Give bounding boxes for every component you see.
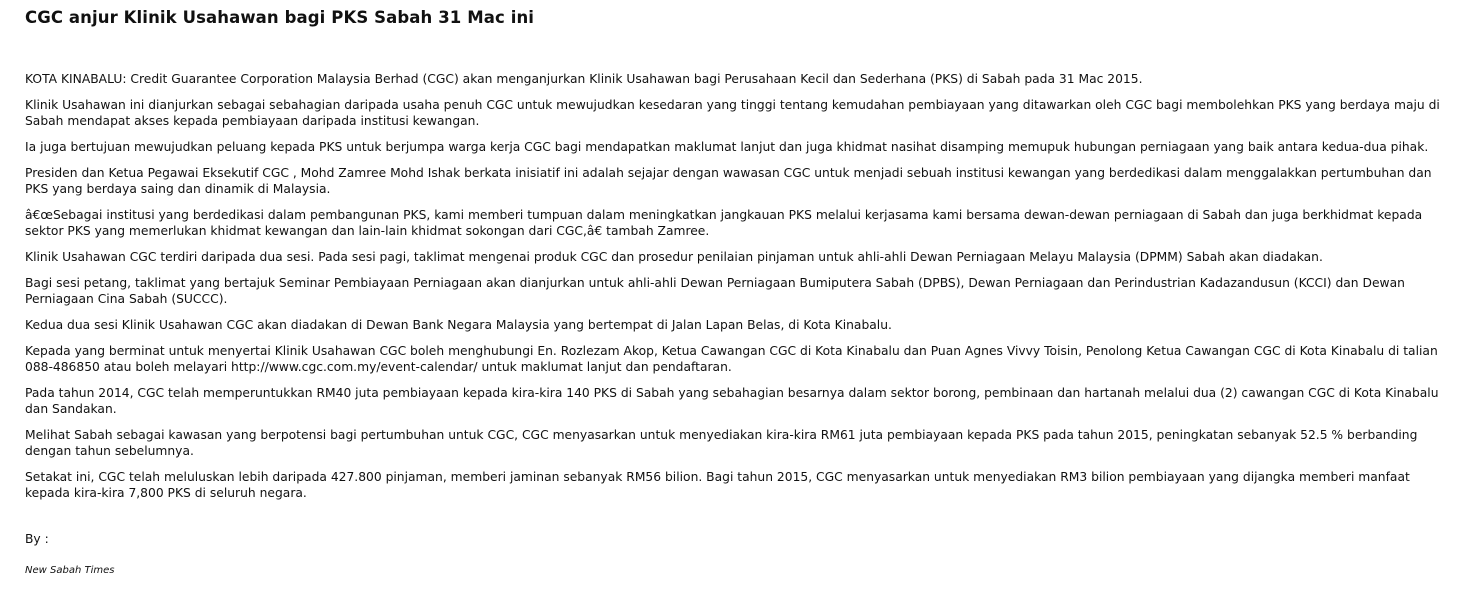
article-paragraph: Kedua dua sesi Klinik Usahawan CGC akan diadakan di Dewan Bank Negara Malaysia yang bertempat di Jalan Lapan Belas, di Kota Kinabalu.: [25, 318, 892, 332]
article-title: CGC anjur Klinik Usahawan bagi PKS Sabah 31 Mac ini: [25, 8, 535, 27]
article-paragraph: Kepada yang berminat untuk menyertai Klinik Usahawan CGC boleh menghubungi En. Rozlezam Akop, Ketua Cawangan CGC di Kota Kinabalu dan Puan Agnes Vivvy Toisin, Penolong Ketua Cawangan CGC di Kota Kinabalu di talian 088-486850 atau boleh melayari http://www.cgc.com.my/event-calendar/ untuk maklumat lanjut dan pendaftaran.: [25, 344, 1438, 374]
article-body: [25, 71, 1449, 501]
article-paragraph: â€œSebagai institusi yang berdedikasi dalam pembangunan PKS, kami memberi tumpuan dalam meningkatkan jangkauan PKS melalui kerjasama kami bersama dewan-dewan perniagaan di Sabah dan juga berkhidmat kepada sektor PKS yang memerlukan khidmat kewangan dan lain-lain khidmat sokongan dari CGC,â€ tambah Zamree.: [25, 208, 1423, 238]
article-byline: By :: [25, 532, 49, 546]
article-paragraph: Bagi sesi petang, taklimat yang bertajuk Seminar Pembiayaan Perniagaan akan dianjurkan untuk ahli-ahli Dewan Perniagaan Bumiputera Sabah (DPBS), Dewan Perniagaan dan Perindustrian Kadazandusun (KCCI) dan Dewan Perniagaan Cina Sabah (SUCCC).: [25, 276, 1405, 306]
article-paragraph: Presiden dan Ketua Pegawai Eksekutif CGC , Mohd Zamree Mohd Ishak berkata inisiatif ini adalah sejajar dengan wawasan CGC untuk menjadi sebuah institusi kewangan yang berdedikasi dalam menggalakkan pertumbuhan dan PKS yang berdaya saing dan dinamik di Malaysia.: [25, 166, 1432, 196]
article-paragraph: KOTA KINABALU: Credit Guarantee Corporation Malaysia Berhad (CGC) akan menganjurkan Klinik Usahawan bagi Perusahaan Kecil dan Sederhana (PKS) di Sabah pada 31 Mac 2015.: [25, 72, 1143, 86]
article-paragraph: Ia juga bertujuan mewujudkan peluang kepada PKS untuk berjumpa warga kerja CGC bagi mendapatkan maklumat lanjut dan juga khidmat nasihat disamping memupuk hubungan perniagaan yang baik antara kedua-dua pihak.: [25, 140, 1429, 154]
article-paragraph: Pada tahun 2014, CGC telah memperuntukkan RM40 juta pembiayaan kepada kira-kira 140 PKS di Sabah yang sebahagian besarnya dalam sektor borong, pembinaan dan hartanah melalui dua (2) cawangan CGC di Kota Kinabalu dan Sandakan.: [25, 386, 1439, 416]
article-paragraph: Melihat Sabah sebagai kawasan yang berpotensi bagi pertumbuhan untuk CGC, CGC menyasarkan untuk menyediakan kira-kira RM61 juta pembiayaan kepada PKS pada tahun 2015, peningkatan sebanyak 52.5 % berbanding dengan tahun sebelumnya.: [25, 428, 1418, 458]
article-paragraph: Setakat ini, CGC telah meluluskan lebih daripada 427.800 pinjaman, memberi jaminan sebanyak RM56 bilion. Bagi tahun 2015, CGC menyasarkan untuk menyediakan RM3 bilion pembiayaan yang dijangka memberi manfaat kepada kira-kira 7,800 PKS di seluruh negara.: [25, 470, 1410, 500]
article-paragraph: Klinik Usahawan CGC terdiri daripada dua sesi. Pada sesi pagi, taklimat mengenai produk CGC dan prosedur penilaian pinjaman untuk ahli-ahli Dewan Perniagaan Melayu Malaysia (DPMM) Sabah akan diadakan.: [25, 250, 1323, 264]
article-paragraph: Klinik Usahawan ini dianjurkan sebagai sebahagian daripada usaha penuh CGC untuk mewujudkan kesedaran yang tinggi tentang kemudahan pembiayaan yang ditawarkan oleh CGC bagi membolehkan PKS yang berdaya maju di Sabah mendapat akses kepada pembiayaan daripada institusi kewangan.: [25, 98, 1440, 128]
article-source: New Sabah Times: [25, 565, 115, 576]
